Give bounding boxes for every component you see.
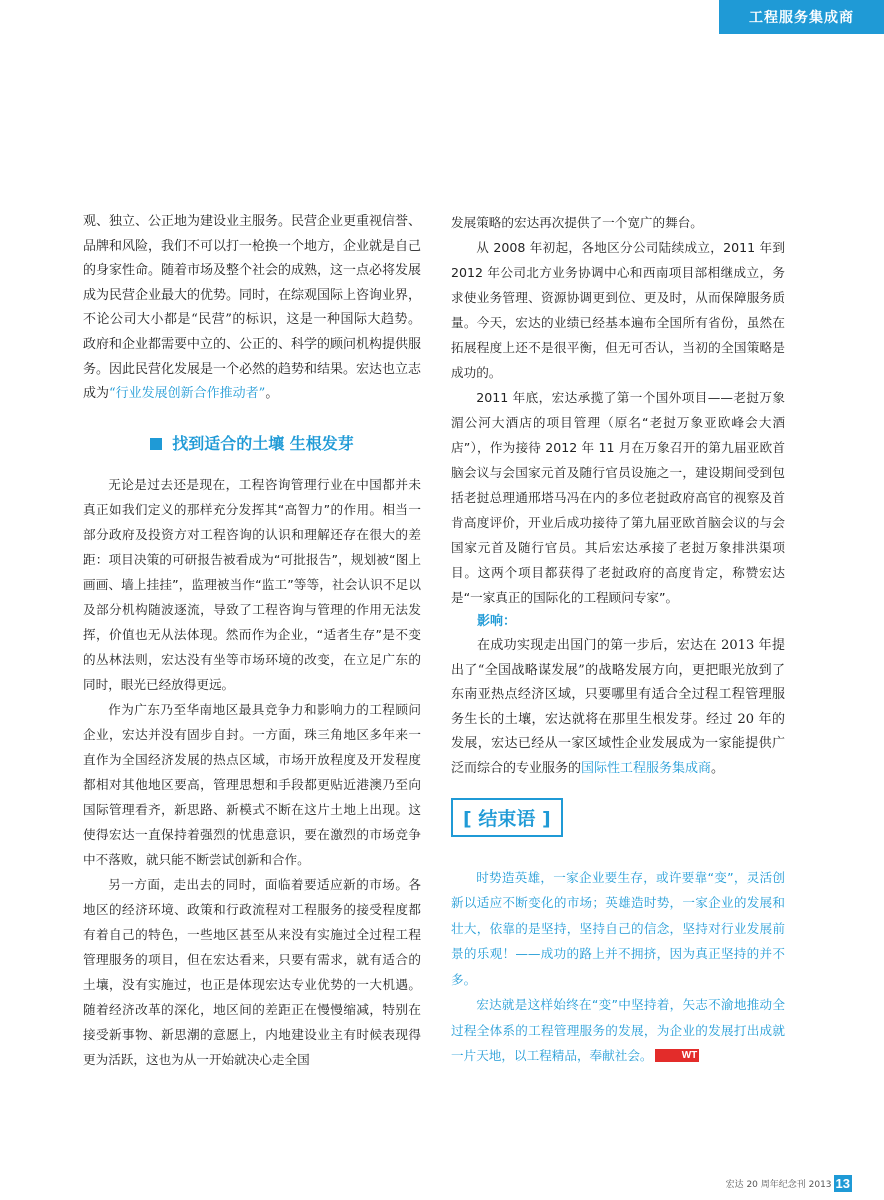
conclusion-text: 宏达就是这样始终在“变”中坚持着，矢志不渝地推动全过程全体系的工程管理服务的发展，为企业的发展打出成就一片天地，以工程精品，奉献社会。 (451, 997, 785, 1064)
paragraph-end: 。 (265, 386, 279, 402)
square-bullet-icon (150, 438, 162, 450)
right-column (451, 210, 785, 1069)
paragraph-south-china: 作为广东乃至华南地区最具竞争力和影响力的工程顾问企业，宏达并没有固步自封。一方面，珠三角地区多年来一直作为全国经济发展的热点区域，市场开放程度及开发程度都相对其他地区要高，管理思想和手段都更贴近港澳乃至向国际管理看齐，新思路、新模式不断在这片土地上出现。这使得宏达一直保持着强烈的忧患意识，要在激烈的市场竞争中不落败，就只能不断尝试创新和合作。 (83, 701, 421, 867)
conclusion-title-text: 结束语 (478, 807, 536, 830)
paragraph-impact (451, 634, 785, 782)
section-title-text: 找到适合的土壤 生根发芽 (172, 433, 354, 453)
paragraph-industry: 无论是过去还是现在，工程咨询管理行业在中国都并未真正如我们定义的那样充分发挥其“高智力”的作用。相当一部分政府及投资方对工程咨询的认识和理解还存在很大的差距：项目决策的可研报告被看成为“可批报告”，规划被“图上画画、墙上挂挂”，监理被当作“监工”等等，社会认识不足以及部分机构随波逐流，导致了工程咨询与管理的作用无法发挥，价值也无从法体现。然而作为企业，“适者生存”是不变的丛林法则，宏达没有坐等市场环境的改变，在立足广东的同时，眼光已经放得更远。 (83, 476, 421, 692)
paragraph-branches: 从 2008 年初起，各地区分公司陆续成立，2011 年到 2012 年公司北方业务协调中心和西南项目部相继成立，务求使业务管理、资源协调更到位、更及时，从而保障服务质量。今天，宏达的业绩已经基本遍布全国所有省份，虽然在拓展程度上还不是很平衡，但无可否认，当初的全国策略是成功的。 (451, 240, 785, 380)
section-header-label: 工程服务集成商 (749, 10, 854, 26)
paragraph-new-markets: 另一方面，走出去的同时，面临着要适应新的市场。各地区的经济环境、政策和行政流程对工程服务的接受程度都有着自己的特色，一些地区甚至从来没有实施过全过程工程管理服务的项目，但在宏达看来，只要有需求，就有适合的土壤，没有实施过，也正是体现宏达专业优势的一大机遇。随着经济改革的深化，地区间的差距正在慢慢缩减，特别在接受新事物、新思潮的意愿上，内地建设业主有时候表现得更为活跃，这也为从一开始就决心走全国 (83, 876, 421, 1067)
highlight-text: “行业发展创新合作推动者” (109, 386, 266, 402)
left-column (83, 210, 421, 1072)
impact-label: 影响： (477, 614, 517, 629)
paragraph-laos: 2011 年底，宏达承揽了第一个国外项目——老挝万象湄公河大酒店的项目管理（原名“老挝万象亚欧峰会大酒店”），作为接待 2012 年 11 月在万象召开的第九届亚欧首脑会议与会国家元首及随行官员设施之一，建设期间受到包括老挝总理通邢塔马冯在内的多位老挝政府高官的视察及首肯高度评价，开业后成功接待了第九届亚欧首脑会议的与会国家元首及随行官员。其后宏达承接了老挝万象排洪渠项目。这两个项目都获得了老挝政府的高度肯定，称赞宏达是“一家真正的国际化的工程顾问专家”。 (451, 390, 785, 605)
footer-publication: 宏达 20 周年纪念刊 2013 (725, 1180, 832, 1190)
impact-end: 。 (711, 760, 725, 776)
conclusion-block (451, 865, 785, 1069)
impact-text: 在成功实现走出国门的第一步后，宏达在 2013 年提出了“全国战略谋发展”的战略发展方向，更把眼光放到了东南亚热点经济区域，只要哪里有适合全过程工程管理服务生长的土壤，宏达就将在那里生根发芽。经过 20 年的发展，宏达已经从一家区域性企业发展成为一家能提供广泛而综合的专业服务的 (451, 638, 785, 776)
section-title (83, 431, 421, 454)
conclusion-paragraph-2 (451, 992, 785, 1069)
conclusion-heading: [ 结束语 ] (451, 798, 563, 837)
paragraph-text: 观、独立、公正地为建设业主服务。民营企业更重视信誉、品牌和风险，我们不可以打一枪换一个地方，企业就是自己的身家性命。随着市场及整个社会的成熟，这一点必将发展成为民营企业最大的优势。同时，在综观国际上咨询业界，不论公司大小都是“民营”的标识，这是一种国际大趋势。政府和企业都需要中立的、公正的、科学的顾问机构提供服务。因此民营化发展是一个必然的趋势和结果。宏达也立志成为 (83, 214, 422, 402)
impact-highlight: 国际性工程服务集成商 (581, 760, 712, 776)
paragraph-private-enterprise (83, 210, 421, 407)
page-footer (726, 1175, 852, 1192)
page-number: 13 (835, 1176, 850, 1191)
paragraph-stage: 发展策略的宏达再次提供了一个宽广的舞台。 (451, 215, 703, 230)
section-header-tab (719, 0, 884, 34)
conclusion-paragraph-1: 时势造英雄，一家企业要生存，或许要靠“变”，灵活创新以适应不断变化的市场；英雄造时势，一家企业的发展和壮大，依靠的是坚持，坚持自己的信念，坚持对行业发展前景的乐观！——成功的路上并不拥挤，因为真正坚持的并不多。 (451, 869, 785, 987)
wt-end-mark: WT (655, 1049, 700, 1062)
